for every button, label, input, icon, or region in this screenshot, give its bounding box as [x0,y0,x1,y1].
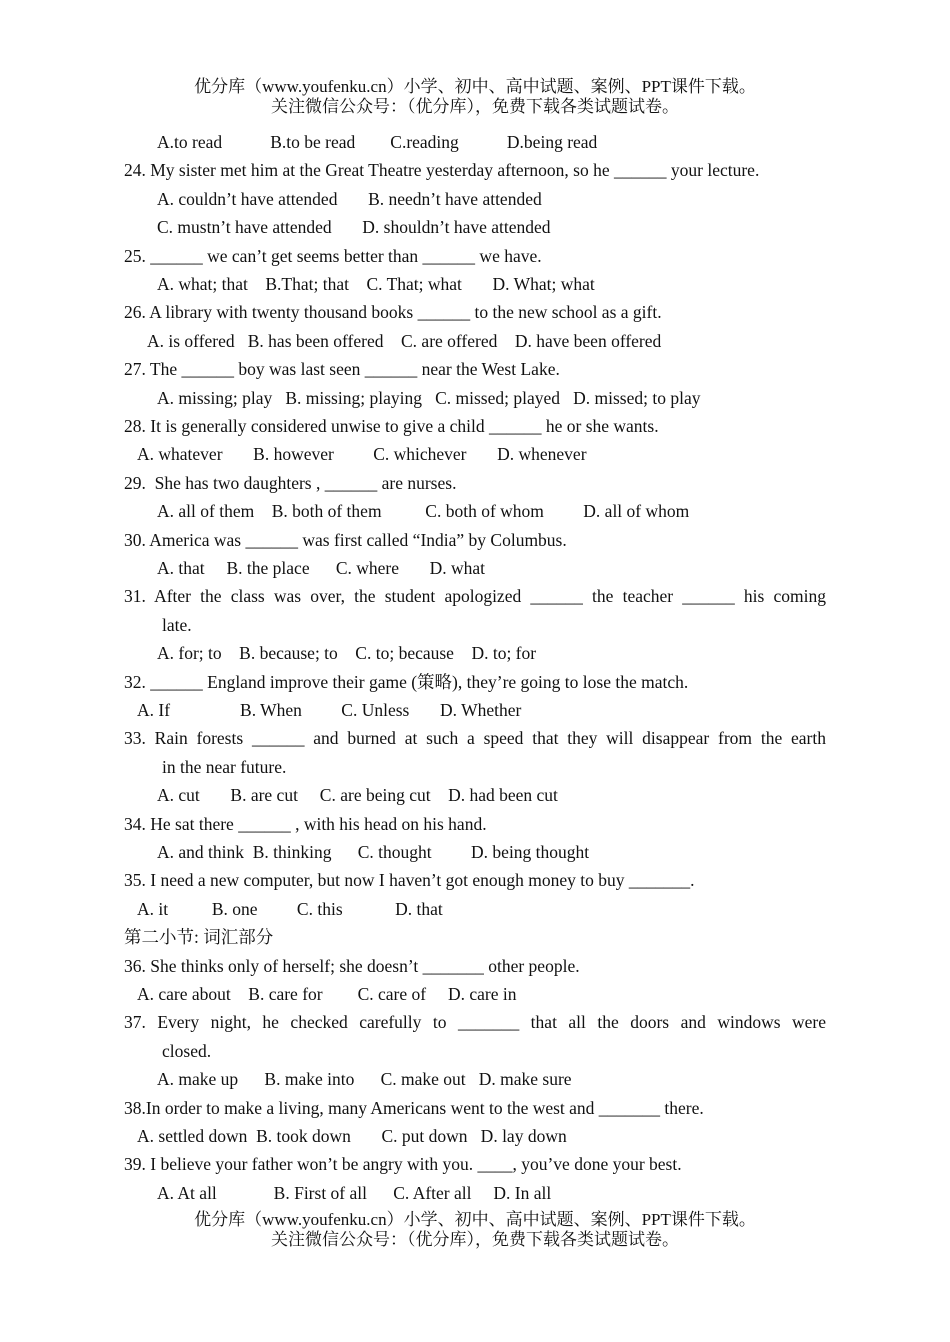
answer-options: A. it B. one C. this D. that [137,898,443,919]
answer-options: A. whatever B. however C. whichever D. whenever [137,444,587,465]
question-text: 31. After the class was over, the student apologized ______ the teacher ______ his coming [124,586,826,607]
question-text: 34. He sat there ______ , with his head on his hand. [124,813,487,834]
answer-options: A.to read B.to be read C.reading D.being read [157,132,598,152]
answer-options: A. cut B. are cut C. are being cut D. had been cut [157,785,558,806]
question-text: 32. ______ England improve their game (策略), they’re going to lose the match. [124,671,689,692]
section-heading: 第二小节: 词汇部分 [124,927,274,948]
answer-options: A. settled down B. took down C. put down D. lay down [137,1126,567,1146]
answer-options: A. and think B. thinking C. thought D. being thought [157,842,590,862]
question-text: 30. America was ______ was first called “India” by Columbus. [124,529,567,550]
answer-options: A. make up B. make into C. make out D. make sure [157,1069,572,1090]
question-continuation: closed. [162,1040,212,1061]
question-text: 24. My sister met him at the Great Theatre yesterday afternoon, so he ______ your lecture. [124,160,760,181]
question-text: 35. I need a new computer, but now I haven’t got enough money to buy _______. [124,870,695,891]
question-text: 26. A library with twenty thousand books ______ to the new school as a gift. [124,302,662,323]
question-text: 36. She thinks only of herself; she doesn’t _______ other people. [124,955,580,976]
answer-options: A. missing; play B. missing; playing C. missed; played D. missed; to play [157,387,701,408]
footer-line-2: 关注微信公众号：（优分库），免费下载各类试题试卷。 [271,1230,679,1249]
question-text: 38.In order to make a living, many Americans went to the west and _______ there. [124,1097,704,1118]
answer-options: A. all of them B. both of them C. both of whom D. all of whom [157,501,690,522]
answer-options: A. that B. the place C. where D. what [157,558,486,578]
question-text: 28. It is generally considered unwise to give a child ______ he or she wants. [124,416,659,436]
answer-options: A. At all B. First of all C. After all D. In all [157,1182,552,1203]
question-text: 33. Rain forests ______ and burned at such a speed that they will disappear from the earth [124,728,826,749]
page-header [0,77,950,117]
question-text: 27. The ______ boy was last seen ______ near the West Lake. [124,359,560,380]
answer-options: A. is offered B. has been offered C. are offered D. have been offered [147,330,662,351]
header-line-2: 关注微信公众号：（优分库），免费下载各类试题试卷。 [271,97,679,116]
question-text: 39. I believe your father won’t be angry with you. ____, you’ve done your best. [124,1154,682,1175]
question-continuation: in the near future. [162,756,287,777]
footer-line-1: 优分库（www.youfenku.cn）小学、初中、高中试题、案例、PPT课件下载。 [194,1210,756,1229]
question-continuation: late. [162,614,192,635]
answer-options: A. for; to B. because; to C. to; because D. to; for [157,643,537,664]
header-line-1: 优分库（www.youfenku.cn）小学、初中、高中试题、案例、PPT课件下载。 [194,77,756,96]
answer-options: A. If B. When C. Unless D. Whether [137,700,522,720]
answer-options: A. couldn’t have attended B. needn’t have attended [157,188,542,209]
answer-options: C. mustn’t have attended D. shouldn’t have attended [157,217,551,238]
question-text: 25. ______ we can’t get seems better than ______ we have. [124,245,542,266]
question-text: 37. Every night, he checked carefully to _______ that all the doors and windows were [124,1012,826,1033]
question-text: 29. She has two daughters , ______ are nurses. [124,472,457,493]
answer-options: A. what; that B.That; that C. That; what D. What; what [157,274,595,294]
answer-options: A. care about B. care for C. care of D. care in [137,984,517,1004]
page-footer [0,1210,950,1250]
